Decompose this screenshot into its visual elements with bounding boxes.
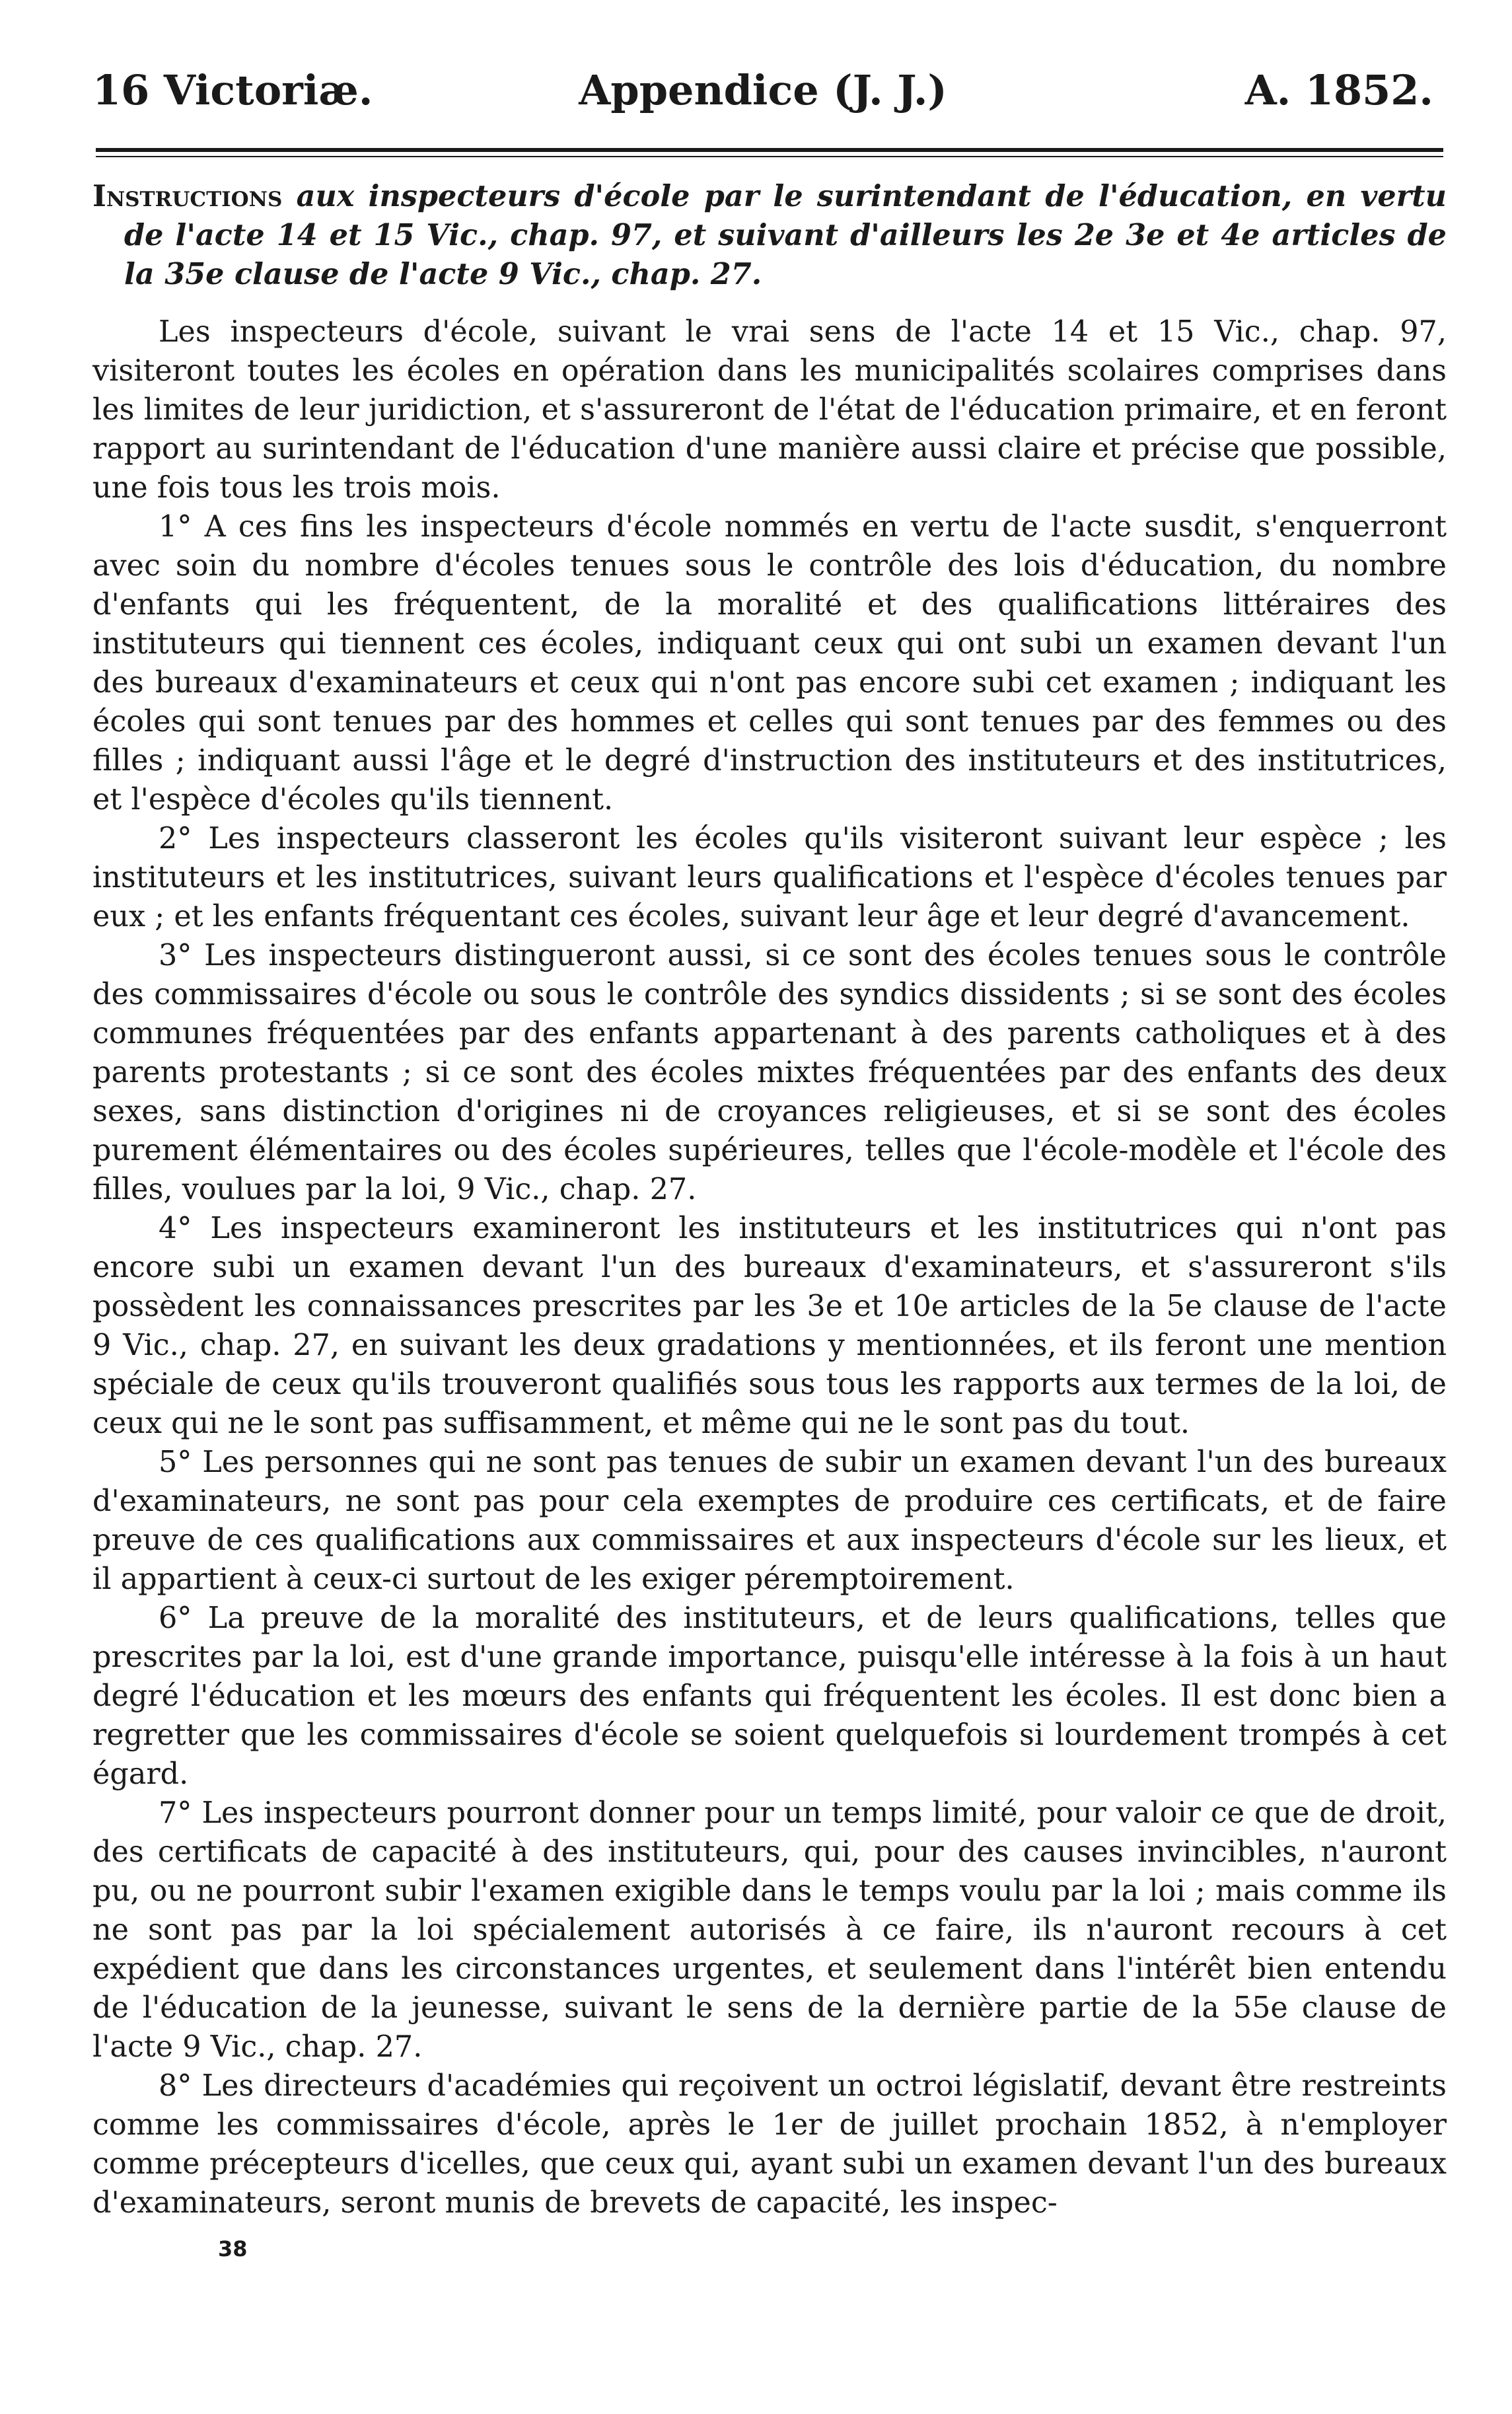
header-rule-thick bbox=[96, 148, 1443, 152]
paragraph-article-6: 6° La preuve de la moralité des instituteurs, et de leurs qualifications, telles que prescrites par la loi, est d'une grande importance, puisqu'elle intéresse à la fois à un haut degré l'éducation et les mœurs des enfants qui fréquentent les écoles. Il est donc bien a regretter que les commissaires d'école se soient quelquefois si lourdement trompés à cet égard. bbox=[92, 1601, 1447, 1791]
paragraph-article-2: 2° Les inspecteurs classeront les écoles qu'ils visiteront suivant leur espèce ; les instituteurs et les institutrices, suivant leurs qualifications et l'espèce d'écoles tenues par eux ; et les enfants fréquentant ces écoles, suivant leur âge et leur degré d'avancement. bbox=[92, 822, 1447, 933]
paragraph-article-4: 4° Les inspecteurs examineront les instituteurs et les institutrices qui n'ont pas encore subi un examen devant l'un des bureaux d'examinateurs, et s'assureront s'ils possèdent les connaissances prescrites par les 3e et 10e articles de la 5e clause de l'acte 9 Vic., chap. 27, en suivant les deux gradations y mentionnées, et ils feront une mention spéciale de ceux qu'ils trouveront qualifiés sous tous les rapports aux termes de la loi, de ceux qui ne le sont pas suffisamment, et même qui ne le sont pas du tout. bbox=[92, 1212, 1447, 1440]
header-session: 16 Victoriæ. bbox=[92, 66, 373, 114]
instructions-title bbox=[92, 177, 1447, 294]
running-header bbox=[92, 66, 1433, 119]
title-lead-word: Instructions bbox=[92, 179, 283, 213]
paragraph-article-8: 8° Les directeurs d'académies qui reçoivent un octroi législatif, devant être restreints comme les commissaires d'école, après le 1er de juillet prochain 1852, à n'employer comme précepteurs d'icelles, que ceux qui, ayant subi un examen devant l'un des bureaux d'examinateurs, seront munis de brevets de capacité, les inspec- bbox=[92, 2069, 1447, 2220]
title-text: aux inspecteurs d'école par le surintendant de l'éducation, en vertu de l'acte 14 et 15 Vic., chap. 97, et suivant d'ailleurs les 2e 3e et 4e articles de la 35e clause de l'acte 9 Vic., chap. 27. bbox=[124, 179, 1447, 291]
document-body bbox=[92, 177, 1447, 2222]
paragraph-article-7: 7° Les inspecteurs pourront donner pour un temps limité, pour valoir ce que de droit, des certificats de capacité à des instituteurs, qui, pour des causes invincibles, n'auront pu, ou ne pourront subir l'examen exigible dans le temps voulu par la loi ; mais comme ils ne sont pas par la loi spécialement autorisés à ce faire, ils n'auront recours à cet expédient que dans les circonstances urgentes, et seulement dans l'intérêt bien entendu de l'éducation de la jeunesse, suivant le sens de la dernière partie de la 55e clause de l'acte 9 Vic., chap. 27. bbox=[92, 1796, 1447, 2064]
header-appendix: Appendice (J. J.) bbox=[579, 66, 947, 114]
paragraph-intro: Les inspecteurs d'école, suivant le vrai sens de l'acte 14 et 15 Vic., chap. 97, visiteront toutes les écoles en opération dans les municipalités scolaires comprises dans les limites de leur juridiction, et s'assureront de l'état de l'éducation primaire, et en feront rapport au surintendant de l'éducation d'une manière aussi claire et précise que possible, une fois tous les trois mois. bbox=[92, 315, 1447, 505]
page-number: 38 bbox=[218, 2236, 248, 2261]
paragraph-article-3: 3° Les inspecteurs distingueront aussi, si ce sont des écoles tenues sous le contrôle des commissaires d'école ou sous le contrôle des syndics dissidents ; si se sont des écoles communes fréquentées par des enfants appartenant à des parents catholiques et à des parents protestants ; si ce sont des écoles mixtes fréquentées par des enfants des deux sexes, sans distinction d'origines ni de croyances religieuses, et si se sont des écoles purement élémentaires ou des écoles supérieures, telles que l'école-modèle et l'école des filles, voulues par la loi, 9 Vic., chap. 27. bbox=[92, 939, 1447, 1206]
header-rule-thin bbox=[96, 156, 1443, 157]
paragraph-article-1: 1° A ces fins les inspecteurs d'école nommés en vertu de l'acte susdit, s'enquerront avec soin du nombre d'écoles tenues sous le contrôle des lois d'éducation, du nombre d'enfants qui les fréquentent, de la moralité et des qualifications littéraires des instituteurs qui tiennent ces écoles, indiquant ceux qui ont subi un examen devant l'un des bureaux d'examinateurs et ceux qui n'ont pas encore subi cet examen ; indiquant les écoles qui sont tenues par des hommes et celles qui sont tenues par des femmes ou des filles ; indiquant aussi l'âge et le degré d'instruction des instituteurs et des institutrices, et l'espèce d'écoles qu'ils tiennent. bbox=[92, 510, 1447, 817]
paragraph-article-5: 5° Les personnes qui ne sont pas tenues de subir un examen devant l'un des bureaux d'examinateurs, ne sont pas pour cela exemptes de produire ces certificats, et de faire preuve de ces qualifications aux commissaires et aux inspecteurs d'école sur les lieux, et il appartient à ceux-ci surtout de les exiger péremptoirement. bbox=[92, 1445, 1447, 1596]
header-year: A. 1852. bbox=[1244, 66, 1433, 114]
